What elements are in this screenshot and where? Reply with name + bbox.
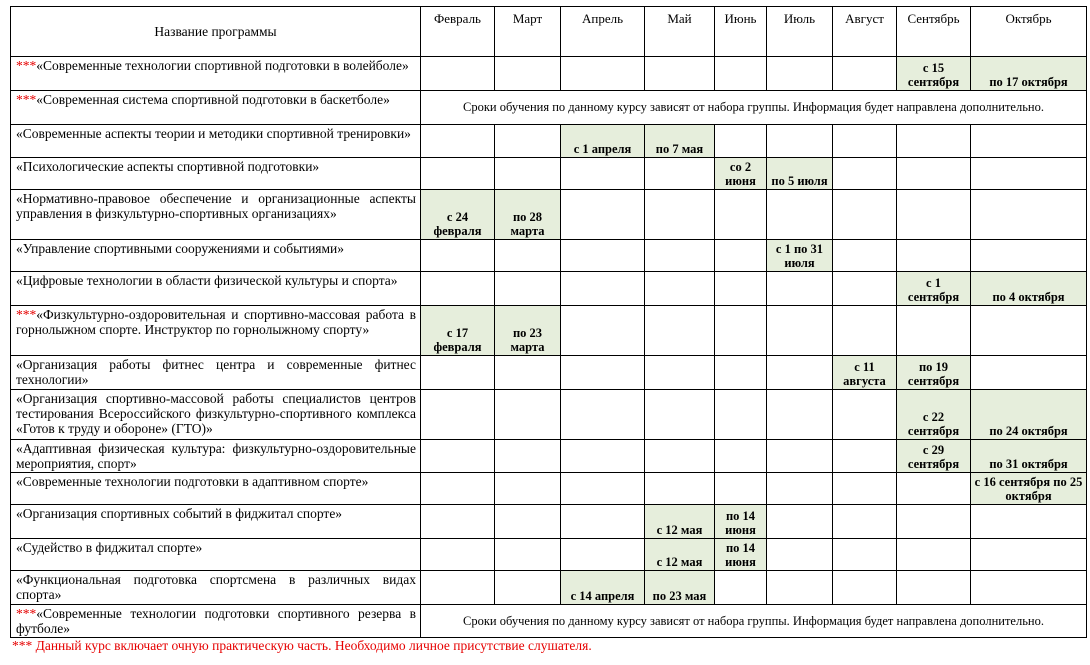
program-name-cell (11, 57, 421, 91)
empty-cell (833, 125, 897, 158)
empty-cell (645, 473, 715, 505)
empty-cell (421, 539, 495, 571)
empty-cell (897, 473, 971, 505)
month-header: Август (833, 7, 897, 57)
empty-cell (767, 306, 833, 356)
empty-cell (833, 190, 897, 240)
empty-cell (971, 240, 1087, 272)
empty-cell (715, 272, 767, 306)
empty-cell (897, 125, 971, 158)
date-cell: с 24 февраля (421, 190, 495, 240)
empty-cell (833, 158, 897, 190)
month-header: Июль (767, 7, 833, 57)
empty-cell (767, 57, 833, 91)
date-cell: по 5 июля (767, 158, 833, 190)
empty-cell (971, 539, 1087, 571)
program-name: «Функциональная подготовка спортсмена в различных видах спорта» (16, 572, 416, 602)
date-cell: по 23 мая (645, 571, 715, 605)
month-header: Март (495, 7, 561, 57)
program-name-cell (11, 158, 421, 190)
empty-cell (715, 306, 767, 356)
empty-cell (561, 440, 645, 473)
program-name-cell (11, 190, 421, 240)
empty-cell (767, 190, 833, 240)
empty-cell (561, 158, 645, 190)
program-name: «Современные технологии спортивной подготовки в волейболе» (36, 58, 409, 73)
program-name: «Современные аспекты теории и методики спортивной тренировки» (16, 126, 411, 141)
date-cell: по 24 октября (971, 390, 1087, 440)
table-row (11, 390, 1087, 440)
program-name-cell (11, 390, 421, 440)
empty-cell (971, 190, 1087, 240)
date-cell: по 14 июня (715, 505, 767, 539)
date-cell: по 7 мая (645, 125, 715, 158)
date-cell: с 14 апреля (561, 571, 645, 605)
program-name-cell (11, 91, 421, 125)
program-name-header: Название программы (11, 7, 421, 57)
empty-cell (897, 158, 971, 190)
empty-cell (645, 306, 715, 356)
marker-stars: *** (16, 606, 37, 621)
date-cell: с 12 мая (645, 539, 715, 571)
empty-cell (421, 473, 495, 505)
empty-cell (495, 272, 561, 306)
empty-cell (715, 57, 767, 91)
program-name: «Управление спортивными сооружениями и событиями» (16, 241, 345, 256)
program-name-cell (11, 356, 421, 390)
month-header: Февраль (421, 7, 495, 57)
program-name: «Организация спортивно-массовой работы специалистов центров тестирования Всероссийского физкультурно-спортивного комплекса «Готов к труду и обороне» (ГТО)» (16, 391, 416, 436)
date-cell: с 1 апреля (561, 125, 645, 158)
empty-cell (421, 571, 495, 605)
empty-cell (645, 158, 715, 190)
program-name-cell (11, 125, 421, 158)
empty-cell (897, 571, 971, 605)
date-cell: по 28 марта (495, 190, 561, 240)
empty-cell (561, 539, 645, 571)
empty-cell (645, 440, 715, 473)
empty-cell (561, 505, 645, 539)
empty-cell (833, 505, 897, 539)
program-name-cell (11, 571, 421, 605)
date-cell: по 17 октября (971, 57, 1087, 91)
empty-cell (833, 240, 897, 272)
empty-cell (561, 473, 645, 505)
empty-cell (767, 272, 833, 306)
date-cell: с 22 сентября (897, 390, 971, 440)
empty-cell (767, 390, 833, 440)
empty-cell (767, 125, 833, 158)
program-name: «Психологические аспекты спортивной подготовки» (16, 159, 320, 174)
empty-cell (421, 158, 495, 190)
empty-cell (495, 473, 561, 505)
program-name-cell (11, 605, 421, 638)
table-row (11, 57, 1087, 91)
empty-cell (495, 440, 561, 473)
empty-cell (561, 356, 645, 390)
empty-cell (971, 571, 1087, 605)
marker-stars: *** (16, 58, 37, 73)
table-row (11, 605, 1087, 638)
empty-cell (495, 539, 561, 571)
table-row (11, 539, 1087, 571)
empty-cell (897, 505, 971, 539)
empty-cell (715, 190, 767, 240)
empty-cell (897, 240, 971, 272)
empty-cell (645, 240, 715, 272)
program-name-cell (11, 505, 421, 539)
empty-cell (833, 571, 897, 605)
empty-cell (561, 57, 645, 91)
date-cell: со 2 июня (715, 158, 767, 190)
empty-cell (561, 190, 645, 240)
program-name: «Современные технологии подготовки в адаптивном спорте» (16, 474, 369, 489)
empty-cell (715, 240, 767, 272)
empty-cell (971, 125, 1087, 158)
empty-cell (495, 356, 561, 390)
date-cell: с 16 сентября по 25 октября (971, 473, 1087, 505)
empty-cell (715, 125, 767, 158)
empty-cell (833, 390, 897, 440)
empty-cell (421, 440, 495, 473)
program-name: «Судейство в фиджитал спорте» (16, 540, 203, 555)
empty-cell (421, 125, 495, 158)
empty-cell (495, 571, 561, 605)
empty-cell (421, 505, 495, 539)
date-cell: с 12 мая (645, 505, 715, 539)
empty-cell (561, 390, 645, 440)
empty-cell (645, 190, 715, 240)
date-cell: по 23 марта (495, 306, 561, 356)
table-row (11, 356, 1087, 390)
empty-cell (715, 390, 767, 440)
date-cell: по 4 октября (971, 272, 1087, 306)
empty-cell (767, 505, 833, 539)
empty-cell (421, 356, 495, 390)
empty-cell (971, 505, 1087, 539)
month-header: Май (645, 7, 715, 57)
empty-cell (767, 440, 833, 473)
empty-cell (495, 125, 561, 158)
empty-cell (421, 390, 495, 440)
date-cell: с 15 сентября (897, 57, 971, 91)
program-name-cell (11, 306, 421, 356)
empty-cell (715, 440, 767, 473)
table-row (11, 158, 1087, 190)
table-row (11, 306, 1087, 356)
empty-cell (971, 158, 1087, 190)
table-row (11, 190, 1087, 240)
date-cell: по 14 июня (715, 539, 767, 571)
empty-cell (561, 306, 645, 356)
date-cell: с 11 августа (833, 356, 897, 390)
empty-cell (833, 306, 897, 356)
empty-cell (833, 57, 897, 91)
table-row (11, 91, 1087, 125)
program-name: «Нормативно-правовое обеспечение и организационные аспекты управления в физкультурно-спортивных организациях» (16, 191, 416, 221)
empty-cell (645, 390, 715, 440)
empty-cell (971, 306, 1087, 356)
empty-cell (767, 571, 833, 605)
month-header: Сентябрь (897, 7, 971, 57)
empty-cell (495, 240, 561, 272)
empty-cell (897, 306, 971, 356)
empty-cell (421, 240, 495, 272)
program-name: «Физкультурно-оздоровительная и спортивно-массовая работа в горнолыжном спорте. Инструктор по горнолыжному спорту» (16, 307, 416, 337)
empty-cell (645, 356, 715, 390)
empty-cell (495, 57, 561, 91)
table-row (11, 125, 1087, 158)
empty-cell (645, 57, 715, 91)
schedule-note: Сроки обучения по данному курсу зависят от набора группы. Информация будет направлена дополнительно. (421, 605, 1087, 638)
marker-stars: *** (16, 92, 37, 107)
empty-cell (833, 272, 897, 306)
program-name: «Организация работы фитнес центра и современные фитнес технологии» (16, 357, 416, 387)
program-name: «Современная система спортивной подготовки в баскетболе» (36, 92, 390, 107)
table-row (11, 571, 1087, 605)
date-cell: с 29 сентября (897, 440, 971, 473)
date-cell: по 19 сентября (897, 356, 971, 390)
schedule-table (10, 6, 1087, 638)
empty-cell (421, 57, 495, 91)
empty-cell (495, 158, 561, 190)
month-header: Октябрь (971, 7, 1087, 57)
empty-cell (715, 473, 767, 505)
footnote: *** Данный курс включает очную практическую часть. Необходимо личное присутствие слушателя. (12, 638, 592, 653)
date-cell: с 17 февраля (421, 306, 495, 356)
schedule-body (11, 57, 1087, 638)
table-row (11, 505, 1087, 539)
empty-cell (833, 473, 897, 505)
program-name-cell (11, 240, 421, 272)
date-cell: с 1 сентября (897, 272, 971, 306)
empty-cell (715, 356, 767, 390)
table-row (11, 272, 1087, 306)
empty-cell (833, 539, 897, 571)
program-name-cell (11, 272, 421, 306)
empty-cell (495, 505, 561, 539)
empty-cell (767, 473, 833, 505)
header-row (11, 7, 1087, 57)
program-name: «Современные технологии подготовки спортивного резерва в футболе» (16, 606, 416, 636)
program-name-cell (11, 539, 421, 571)
date-cell: с 1 по 31 июля (767, 240, 833, 272)
empty-cell (645, 272, 715, 306)
date-cell: по 31 октября (971, 440, 1087, 473)
month-header: Апрель (561, 7, 645, 57)
empty-cell (421, 272, 495, 306)
program-name: «Организация спортивных событий в фиджитал спорте» (16, 506, 343, 521)
month-header: Июнь (715, 7, 767, 57)
table-row (11, 473, 1087, 505)
program-name: «Цифровые технологии в области физической культуры и спорта» (16, 273, 398, 288)
empty-cell (971, 356, 1087, 390)
program-name-cell (11, 440, 421, 473)
table-row (11, 240, 1087, 272)
table-row (11, 440, 1087, 473)
empty-cell (767, 356, 833, 390)
program-name-cell (11, 473, 421, 505)
empty-cell (897, 539, 971, 571)
empty-cell (561, 240, 645, 272)
empty-cell (561, 272, 645, 306)
program-name: «Адаптивная физическая культура: физкультурно-оздоровительные мероприятия, спорт» (16, 441, 416, 471)
empty-cell (495, 390, 561, 440)
schedule-note: Сроки обучения по данному курсу зависят от набора группы. Информация будет направлена дополнительно. (421, 91, 1087, 125)
empty-cell (767, 539, 833, 571)
marker-stars: *** (16, 307, 37, 322)
empty-cell (897, 190, 971, 240)
empty-cell (833, 440, 897, 473)
empty-cell (715, 571, 767, 605)
